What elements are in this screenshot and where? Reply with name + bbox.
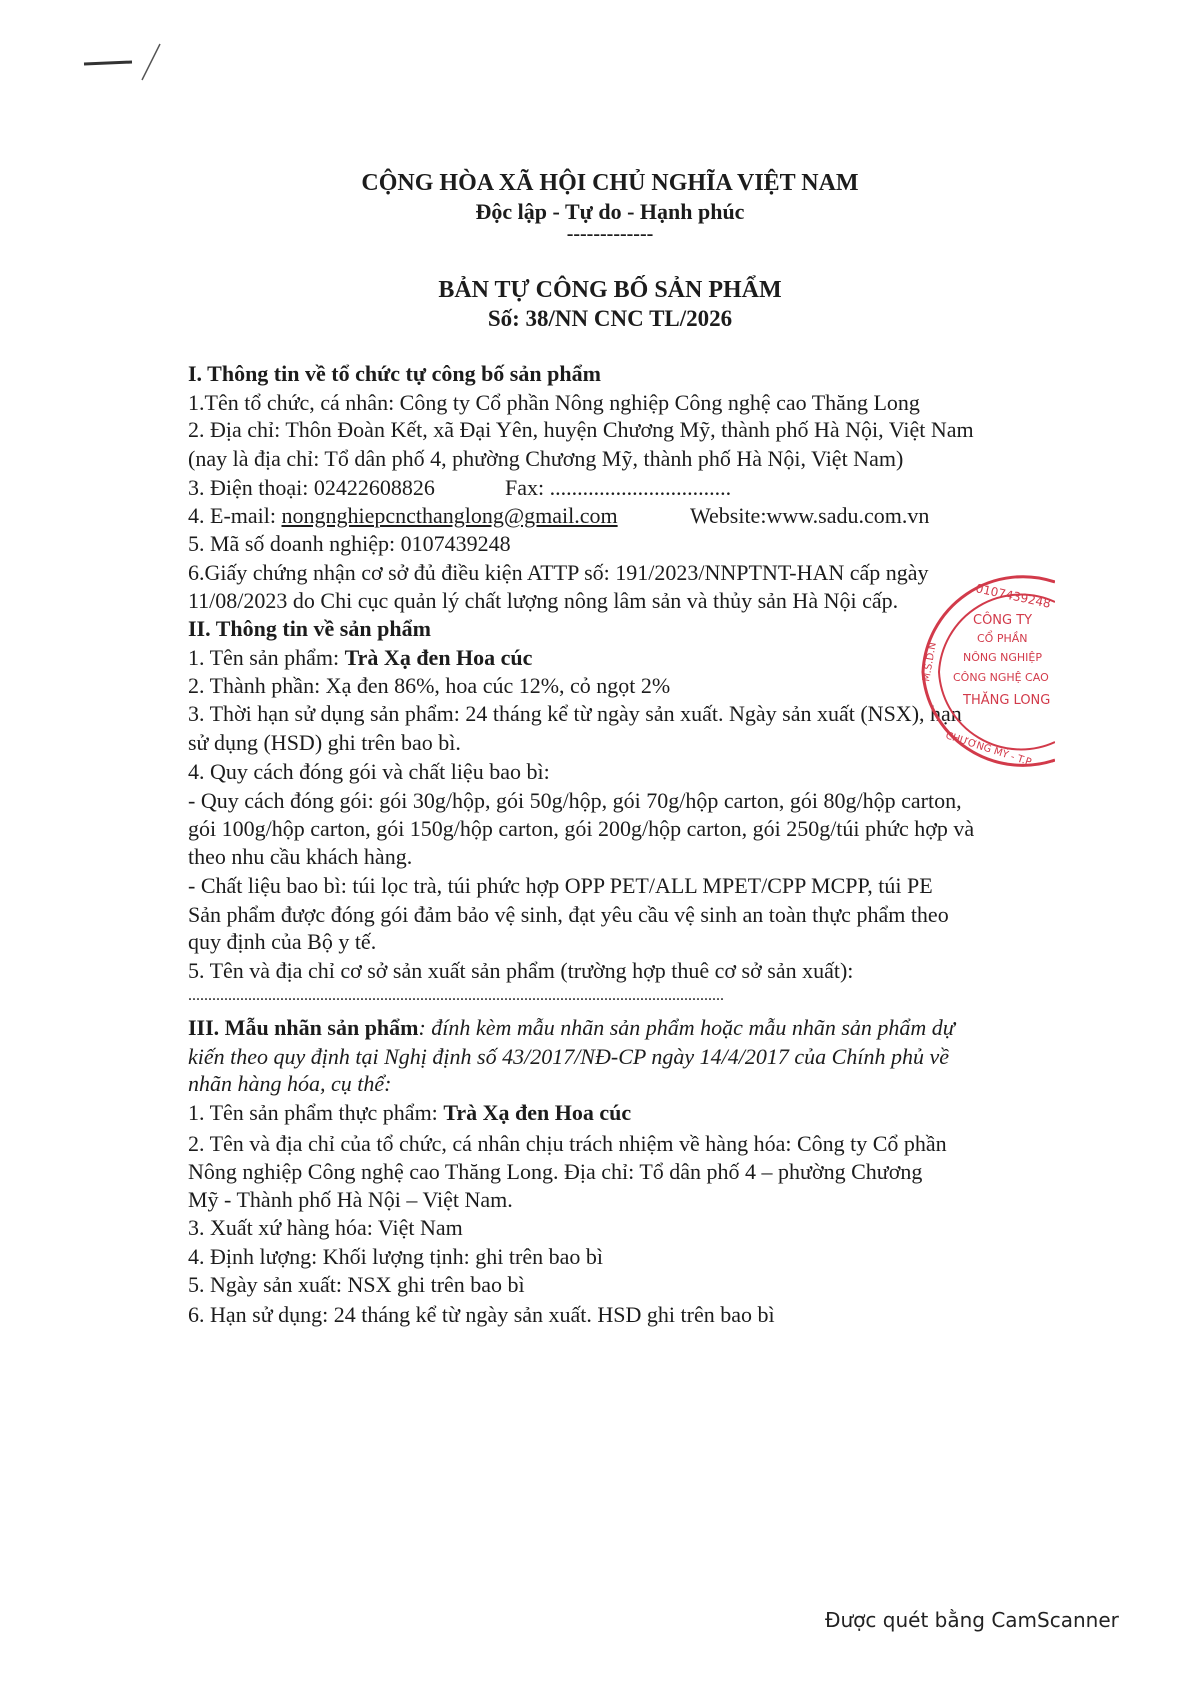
net-weight: 4. Định lượng: Khối lượng tịnh: ghi trên bao bì: [188, 1244, 603, 1269]
scanner-footer: Được quét bằng CamScanner: [825, 1608, 1119, 1632]
responsible-line-2: Nông nghiệp Công nghệ cao Thăng Long. Địa chỉ: Tổ dân phố 4 – phường Chương: [188, 1159, 923, 1184]
section-1-heading: I. Thông tin về tổ chức tự công bố sản phẩm: [188, 361, 601, 386]
origin: 3. Xuất xứ hàng hóa: Việt Nam: [188, 1215, 463, 1240]
document-title: BẢN TỰ CÔNG BỐ SẢN PHẨM: [438, 277, 782, 303]
producer-dots: ......................................................................................................................................: [188, 987, 724, 1004]
header-separator: -------------: [566, 223, 654, 245]
seal-line-3: NÔNG NGHIỆP: [963, 651, 1042, 664]
production-date: 5. Ngày sản xuất: NSX ghi trên bao bì: [188, 1272, 525, 1297]
product-name: Trà Xạ đen Hoa cúc: [344, 645, 533, 670]
seal-ring-text: M.S.D.N: [921, 641, 939, 683]
shelf-life-line-2: sử dụng (HSD) ghi trên bao bì.: [188, 730, 461, 755]
hygiene-line-1: Sản phẩm được đóng gói đảm bảo vệ sinh, đạt yêu cầu vệ sinh an toàn thực phẩm theo: [188, 902, 949, 927]
cert-line-1: 6.Giấy chứng nhận cơ sở đủ điều kiện ATTP số: 191/2023/NNPTNT-HAN cấp ngày: [188, 560, 929, 585]
seal-line-1: CÔNG TY: [973, 613, 1033, 628]
email-line: [188, 502, 618, 530]
document-number: Số: 38/NN CNC TL/2026: [487, 306, 733, 331]
shelf-life-line-1: 3. Thời hạn sử dụng sản phẩm: 24 tháng kể từ ngày sản xuất. Ngày sản xuất (NSX), hạn: [188, 701, 962, 726]
label-product-name: Trà Xạ đen Hoa cúc: [443, 1100, 632, 1125]
seal-number: 0107439248: [974, 581, 1052, 611]
address-line-1: 2. Địa chỉ: Thôn Đoàn Kết, xã Đại Yên, huyện Chương Mỹ, thành phố Hà Nội, Việt Nam: [188, 417, 974, 442]
packaging-line-3: theo nhu cầu khách hàng.: [188, 844, 413, 869]
email-link[interactable]: nongnghiepcncthanglong@gmail.com: [281, 503, 618, 528]
motto: Độc lập - Tự do - Hạnh phúc: [475, 199, 745, 224]
cert-line-2: 11/08/2023 do Chi cục quản lý chất lượng nông lâm sản và thủy sản Hà Nội cấp.: [188, 588, 899, 613]
fax: Fax: .................................: [505, 475, 732, 500]
seal-line-5: THĂNG LONG: [963, 693, 1051, 708]
responsible-line-1: 2. Tên và địa chỉ của tổ chức, cá nhân chịu trách nhiệm về hàng hóa: Công ty Cổ phần: [188, 1131, 947, 1156]
seal-line-4: CÔNG NGHỆ CAO: [953, 671, 1049, 684]
hygiene-line-2: quy định của Bộ y tế.: [188, 929, 377, 954]
section-3-desc-1: : đính kèm mẫu nhãn sản phẩm hoặc mẫu nhãn sản phẩm dự: [418, 1015, 955, 1040]
pen-mark: [80, 40, 170, 85]
section-2-heading: II. Thông tin về sản phẩm: [188, 616, 431, 641]
section-3-desc-3: nhãn hàng hóa, cụ thể:: [188, 1071, 392, 1096]
website: Website:www.sadu.com.vn: [690, 503, 930, 528]
expiry-date: 6. Hạn sử dụng: 24 tháng kể từ ngày sản xuất. HSD ghi trên bao bì: [188, 1302, 775, 1327]
packaging-heading: 4. Quy cách đóng gói và chất liệu bao bì:: [188, 759, 550, 784]
responsible-line-3: Mỹ - Thành phố Hà Nội – Việt Nam.: [188, 1187, 513, 1212]
packaging-line-1: - Quy cách đóng gói: gói 30g/hộp, gói 50g/hộp, gói 70g/hộp carton, gói 80g/hộp carton,: [188, 788, 962, 813]
org-name: 1.Tên tổ chức, cá nhân: Công ty Cổ phần Nông nghiệp Công nghệ cao Thăng Long: [188, 390, 920, 415]
producer: 5. Tên và địa chỉ cơ sở sản xuất sản phẩm (trường hợp thuê cơ sở sản xuất):: [188, 958, 854, 983]
section-3-heading-line: [188, 1014, 955, 1042]
section-3-heading: III. Mẫu nhãn sản phẩm: [188, 1015, 419, 1040]
section-3-desc-2: kiến theo quy định tại Nghị định số 43/2017/NĐ-CP ngày 14/4/2017 của Chính phủ về: [188, 1044, 949, 1069]
seal-line-2: CỔ PHẦN: [977, 632, 1028, 645]
product-name-line: [188, 644, 532, 672]
tax-code: 5. Mã số doanh nghiệp: 0107439248: [188, 531, 511, 556]
packaging-line-2: gói 100g/hộp carton, gói 150g/hộp carton, gói 200g/hộp carton, gói 250g/túi phức hợp và: [188, 816, 975, 841]
phone: 3. Điện thoại: 02422608826: [188, 475, 435, 500]
product-name-label: 1. Tên sản phẩm:: [188, 645, 345, 670]
email-label: 4. E-mail:: [188, 503, 282, 528]
material: - Chất liệu bao bì: túi lọc trà, túi phức hợp OPP PET/ALL MPET/CPP MCPP, túi PE: [188, 873, 933, 898]
country-heading: CỘNG HÒA XÃ HỘI CHỦ NGHĨA VIỆT NAM: [361, 170, 859, 196]
label-product-line: [188, 1099, 631, 1127]
ingredients: 2. Thành phần: Xạ đen 86%, hoa cúc 12%, cỏ ngọt 2%: [188, 673, 671, 698]
label-product-label: 1. Tên sản phẩm thực phẩm:: [188, 1100, 444, 1125]
seal-bottom: CHƯƠNG MỸ - T.P: [944, 730, 1033, 769]
address-line-2: (nay là địa chỉ: Tổ dân phố 4, phường Chương Mỹ, thành phố Hà Nội, Việt Nam): [188, 446, 904, 471]
company-seal: [915, 562, 1055, 772]
